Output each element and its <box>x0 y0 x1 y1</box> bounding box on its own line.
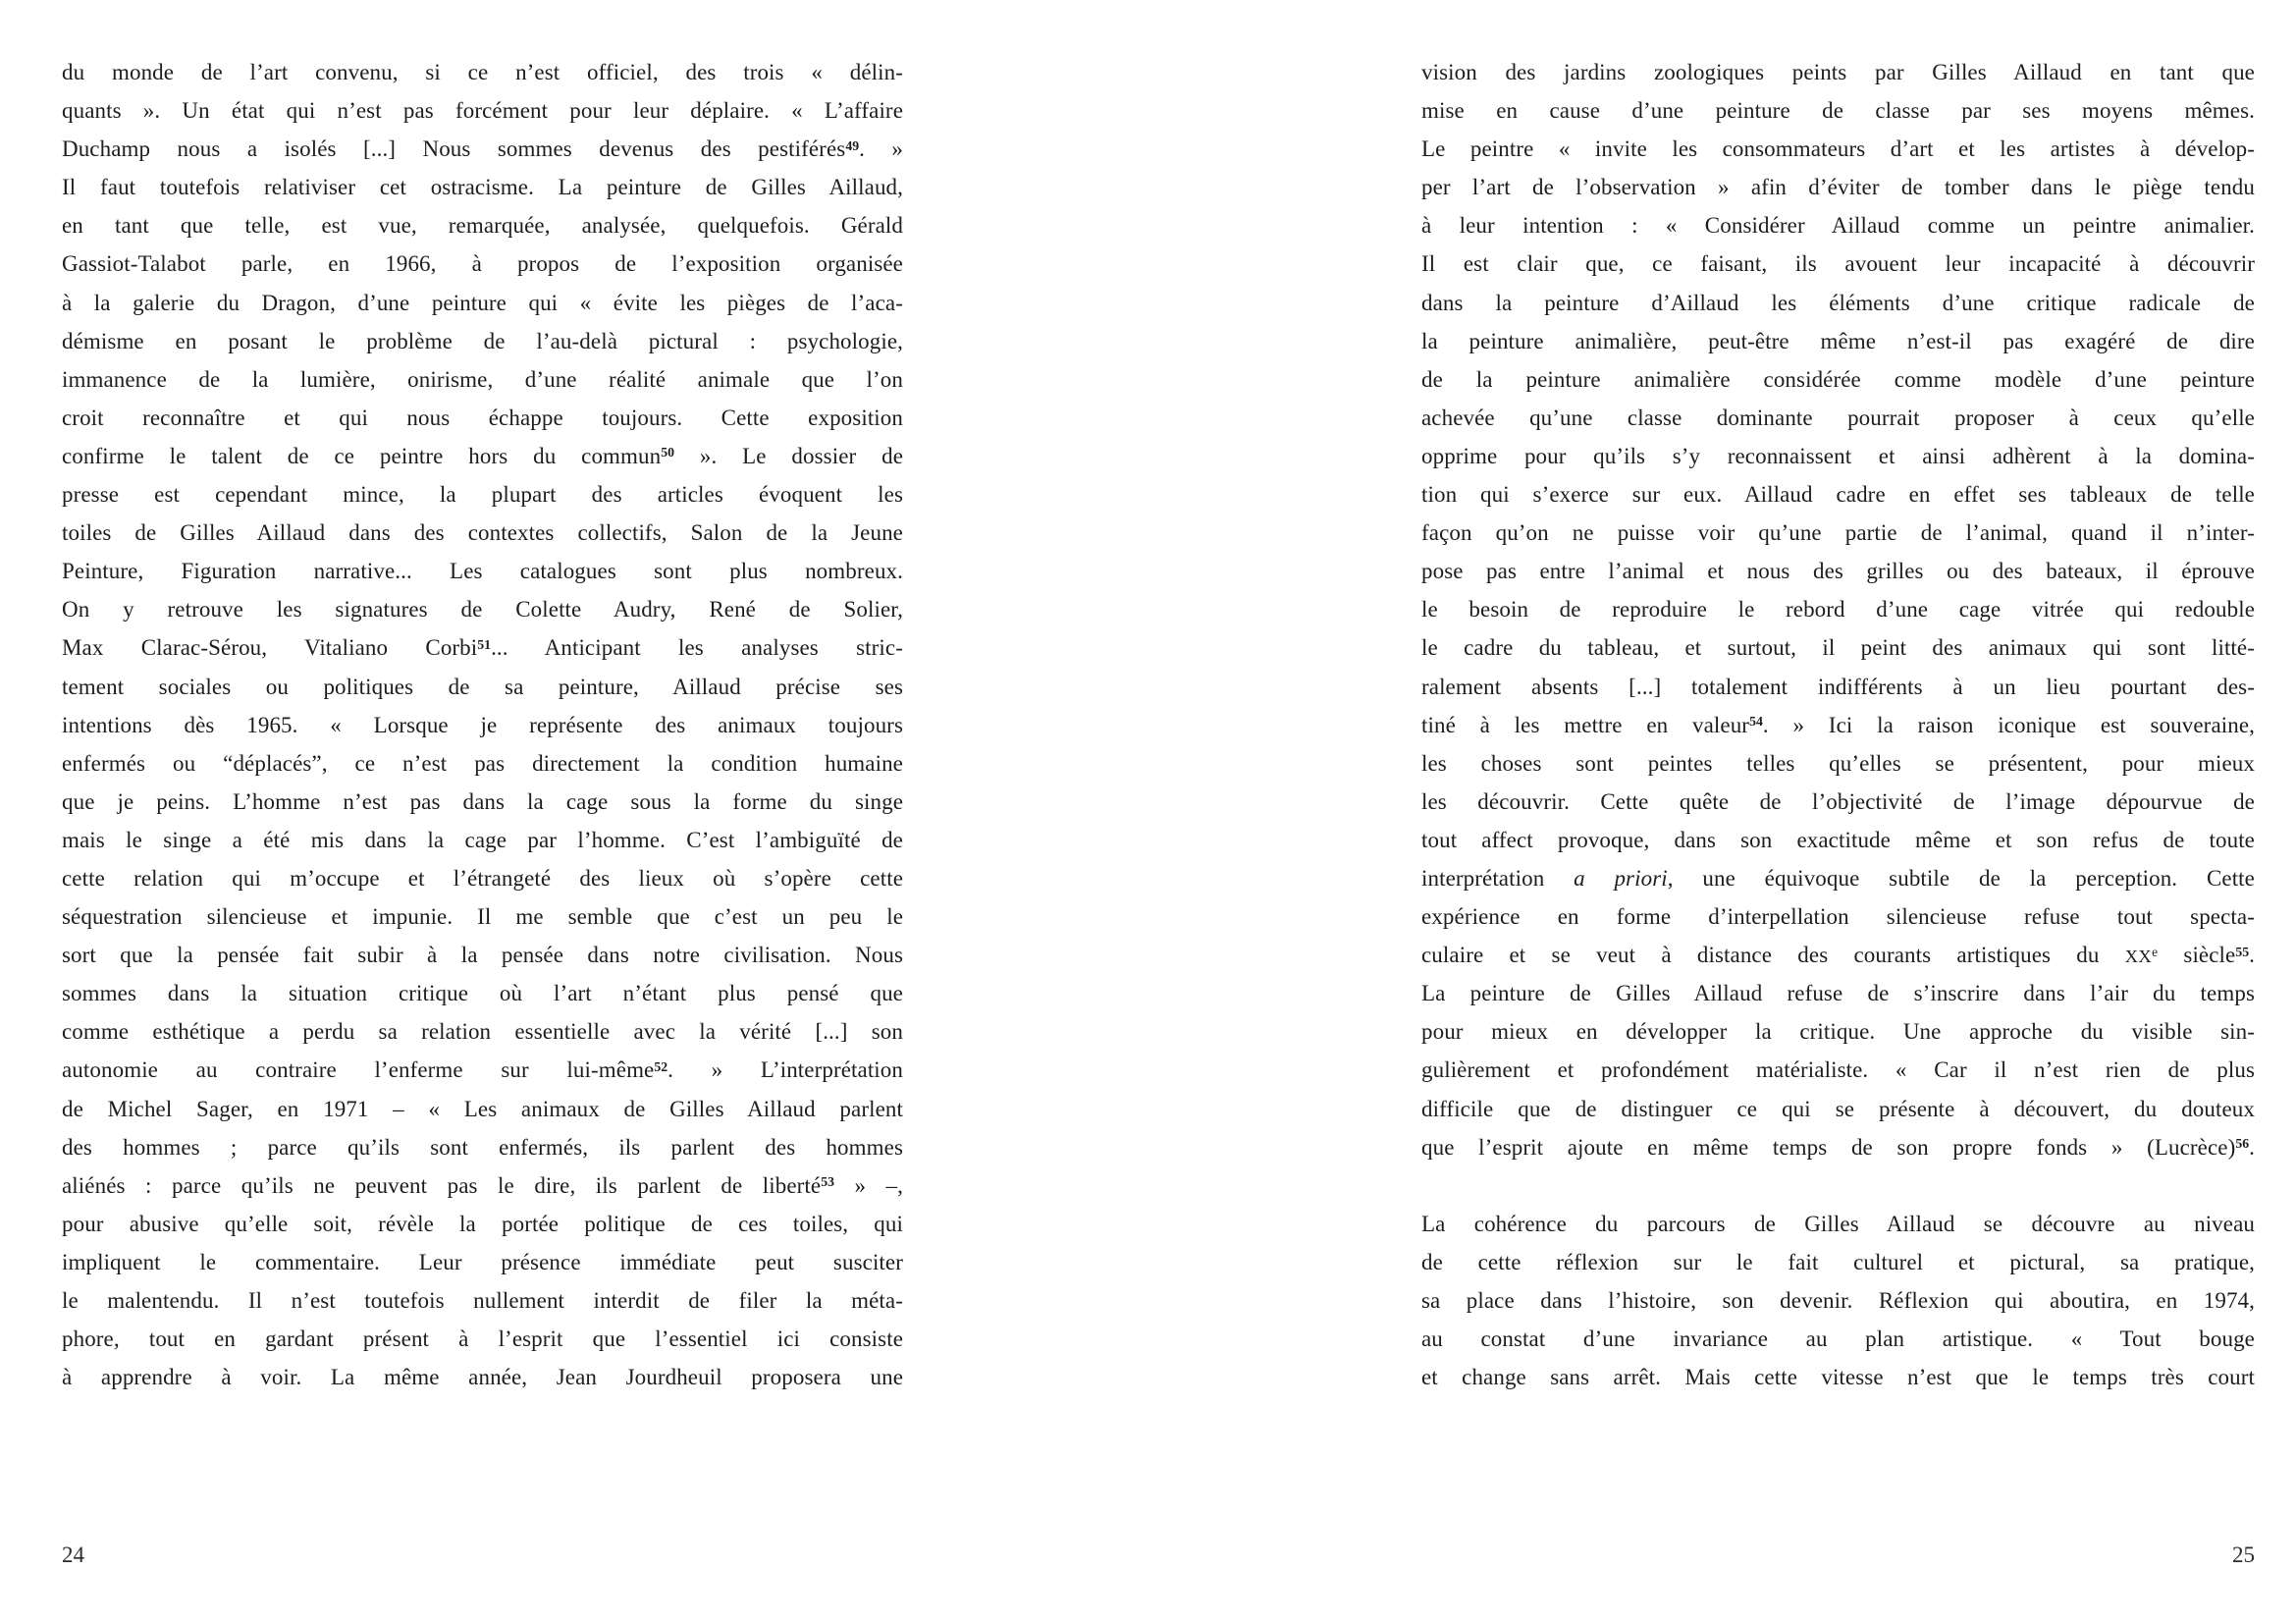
text-line: la peinture animalière, peut-être même n’est-il pas exagéré de dire <box>1421 328 2255 353</box>
text-line: en tant que telle, est vue, remarquée, analysée, quelquefois. Gérald <box>62 213 903 239</box>
text-line: La peinture de Gilles Aillaud refuse de s’inscrire dans l’air du temps <box>1421 981 2255 1006</box>
text-line: tement sociales ou politiques de sa peinture, Aillaud précise ses <box>62 674 903 699</box>
paragraph <box>1421 1205 2255 1396</box>
text-line: mise en cause d’une peinture de classe par ses moyens mêmes. <box>1421 98 2255 124</box>
text-line: pour mieux en développer la critique. Une approche du visible sin- <box>1421 1019 2255 1045</box>
text-line: Max Clarac-Sérou, Vitaliano Corbi$^{51}$... Anticipant les analyses stric- <box>62 635 903 661</box>
text-line: Il est clair que, ce faisant, ils avouent leur incapacité à découvrir <box>1421 251 2255 277</box>
text-line: des hommes ; parce qu’ils sont enfermés, ils parlent des hommes <box>62 1134 903 1160</box>
text-line: autonomie au contraire l’enferme sur lui-même$^{52}$. » L’interprétation <box>62 1057 903 1083</box>
text-line: mais le singe a été mis dans la cage par l’homme. C’est l’ambiguïté de <box>62 827 903 852</box>
text-line: sommes dans la situation critique où l’art n’étant plus pensé que <box>62 981 903 1006</box>
text-line: les découvrir. Cette quête de l’objectivité de l’image dépourvue de <box>1421 788 2255 814</box>
text-line: pose pas entre l’animal et nous des grilles ou des bateaux, il éprouve <box>1421 559 2255 584</box>
text-line: On y retrouve les signatures de Colette Audry, René de Solier, <box>62 597 903 623</box>
text-line: les choses sont peintes telles qu’elles se présentent, pour mieux <box>1421 750 2255 776</box>
text-line: impliquent le commentaire. Leur présence immédiate peut susciter <box>62 1249 903 1274</box>
text-line: le malentendu. Il n’est toutefois nullement interdit de filer la méta- <box>62 1288 903 1313</box>
text-line: que l’esprit ajoute en même temps de son propre fonds » (Lucrèce)$^{56}$. <box>1421 1134 2255 1160</box>
left-text-column <box>62 53 903 1396</box>
text-line: cette relation qui m’occupe et l’étrangeté des lieux où s’opère cette <box>62 865 903 891</box>
text-line: achevée qu’une classe dominante pourrait proposer à ceux qu’elle <box>1421 405 2255 430</box>
text-line: de la peinture animalière considérée comme modèle d’une peinture <box>1421 366 2255 392</box>
text-line: ralement absents [...] totalement indifférents à un lieu pourtant des- <box>1421 674 2255 699</box>
text-line: le cadre du tableau, et surtout, il peint des animaux qui sont litté- <box>1421 635 2255 661</box>
text-line: presse est cependant mince, la plupart des articles évoquent les <box>62 482 903 508</box>
text-line: Le peintre « invite les consommateurs d’art et les artistes à dévelop- <box>1421 136 2255 162</box>
text-line: enfermés ou “déplacés”, ce n’est pas directement la condition humaine <box>62 750 903 776</box>
text-line: phore, tout en gardant présent à l’esprit que l’essentiel ici consiste <box>62 1326 903 1352</box>
text-line: toiles de Gilles Aillaud dans des contextes collectifs, Salon de la Jeune <box>62 520 903 546</box>
text-line: Il faut toutefois relativiser cet ostracisme. La peinture de Gilles Aillaud, <box>62 175 903 200</box>
text-line: de Michel Sager, en 1971 – « Les animaux de Gilles Aillaud parlent <box>62 1096 903 1121</box>
text-line: Peinture, Figuration narrative... Les catalogues sont plus nombreux. <box>62 559 903 584</box>
text-line: que je peins. L’homme n’est pas dans la cage sous la forme du singe <box>62 788 903 814</box>
text-line: pour abusive qu’elle soit, révèle la portée politique de ces toiles, qui <box>62 1211 903 1236</box>
text-line: expérience en forme d’interpellation silencieuse refuse tout specta- <box>1421 904 2255 930</box>
text-line: opprime pour qu’ils s’y reconnaissent et ainsi adhèrent à la domina- <box>1421 443 2255 468</box>
page-right <box>1148 0 2296 1624</box>
text-line: tion qui s’exerce sur eux. Aillaud cadre en effet ses tableaux de telle <box>1421 482 2255 508</box>
text-line: difficile que de distinguer ce qui se présente à découvert, du douteux <box>1421 1096 2255 1121</box>
text-line: aliénés : parce qu’ils ne peuvent pas le dire, ils parlent de liberté$^{53}$ » –, <box>62 1172 903 1198</box>
text-line: sa place dans l’histoire, son devenir. Réflexion qui aboutira, en 1974, <box>1421 1288 2255 1313</box>
text-line: interprétation a priori, une équivoque subtile de la perception. Cette <box>1421 865 2255 891</box>
text-line: La cohérence du parcours de Gilles Aillaud se découvre au niveau <box>1421 1211 2255 1236</box>
text-line: dans la peinture d’Aillaud les éléments d’une critique radicale de <box>1421 290 2255 315</box>
text-line: confirme le talent de ce peintre hors du commun$^{50}$ ». Le dossier de <box>62 443 903 468</box>
text-line: à leur intention : « Considérer Aillaud comme un peintre animalier. <box>1421 213 2255 239</box>
text-line: et change sans arrêt. Mais cette vitesse n’est que le temps très court <box>1421 1365 2255 1390</box>
text-line: croit reconnaître et qui nous échappe toujours. Cette exposition <box>62 405 903 430</box>
text-line: quants ». Un état qui n’est pas forcément pour leur déplaire. « L’affaire <box>62 98 903 124</box>
text-line: comme esthétique a perdu sa relation essentielle avec la vérité [...] son <box>62 1019 903 1045</box>
text-line: culaire et se veut à distance des courants artistiques du XXe siècle$^{55}$. <box>1421 943 2255 968</box>
text-line: le besoin de reproduire le rebord d’une cage vitrée qui redouble <box>1421 597 2255 623</box>
text-line: de cette réflexion sur le fait culturel et pictural, sa pratique, <box>1421 1249 2255 1274</box>
page-number-left: 24 <box>62 1543 84 1567</box>
text-line: gulièrement et profondément matérialiste. « Car il n’est rien de plus <box>1421 1057 2255 1083</box>
text-line: immanence de la lumière, onirisme, d’une réalité animale que l’on <box>62 366 903 392</box>
text-line: à apprendre à voir. La même année, Jean Jourdheuil proposera une <box>62 1365 903 1390</box>
text-line: Gassiot-Talabot parle, en 1966, à propos de l’exposition organisée <box>62 251 903 277</box>
paragraph <box>1421 53 2255 1166</box>
text-line: per l’art de l’observation » afin d’éviter de tomber dans le piège tendu <box>1421 175 2255 200</box>
text-line: séquestration silencieuse et impunie. Il me semble que c’est un peu le <box>62 904 903 930</box>
text-line: tout affect provoque, dans son exactitude même et son refus de toute <box>1421 827 2255 852</box>
text-line: du monde de l’art convenu, si ce n’est officiel, des trois « délin- <box>62 60 903 84</box>
text-line: intentions dès 1965. « Lorsque je représente des animaux toujours <box>62 712 903 737</box>
text-line: Duchamp nous a isolés [...] Nous sommes devenus des pestiférés$^{49}$. » <box>62 136 903 162</box>
text-line: sort que la pensée fait subir à la pensée dans notre civilisation. Nous <box>62 943 903 968</box>
paragraph <box>62 53 903 1396</box>
text-line: vision des jardins zoologiques peints par Gilles Aillaud en tant que <box>1421 60 2255 84</box>
text-line: façon qu’on ne puisse voir qu’une partie de l’animal, quand il n’inter- <box>1421 520 2255 546</box>
text-line: au constat d’une invariance au plan artistique. « Tout bouge <box>1421 1326 2255 1352</box>
page-number-right: 25 <box>2232 1543 2255 1567</box>
text-line: à la galerie du Dragon, d’une peinture qui « évite les pièges de l’aca- <box>62 290 903 315</box>
text-line: tiné à les mettre en valeur$^{54}$. » Ici la raison iconique est souveraine, <box>1421 712 2255 737</box>
right-text-column <box>1421 53 2255 1396</box>
text-line: démisme en posant le problème de l’au-delà pictural : psychologie, <box>62 328 903 353</box>
